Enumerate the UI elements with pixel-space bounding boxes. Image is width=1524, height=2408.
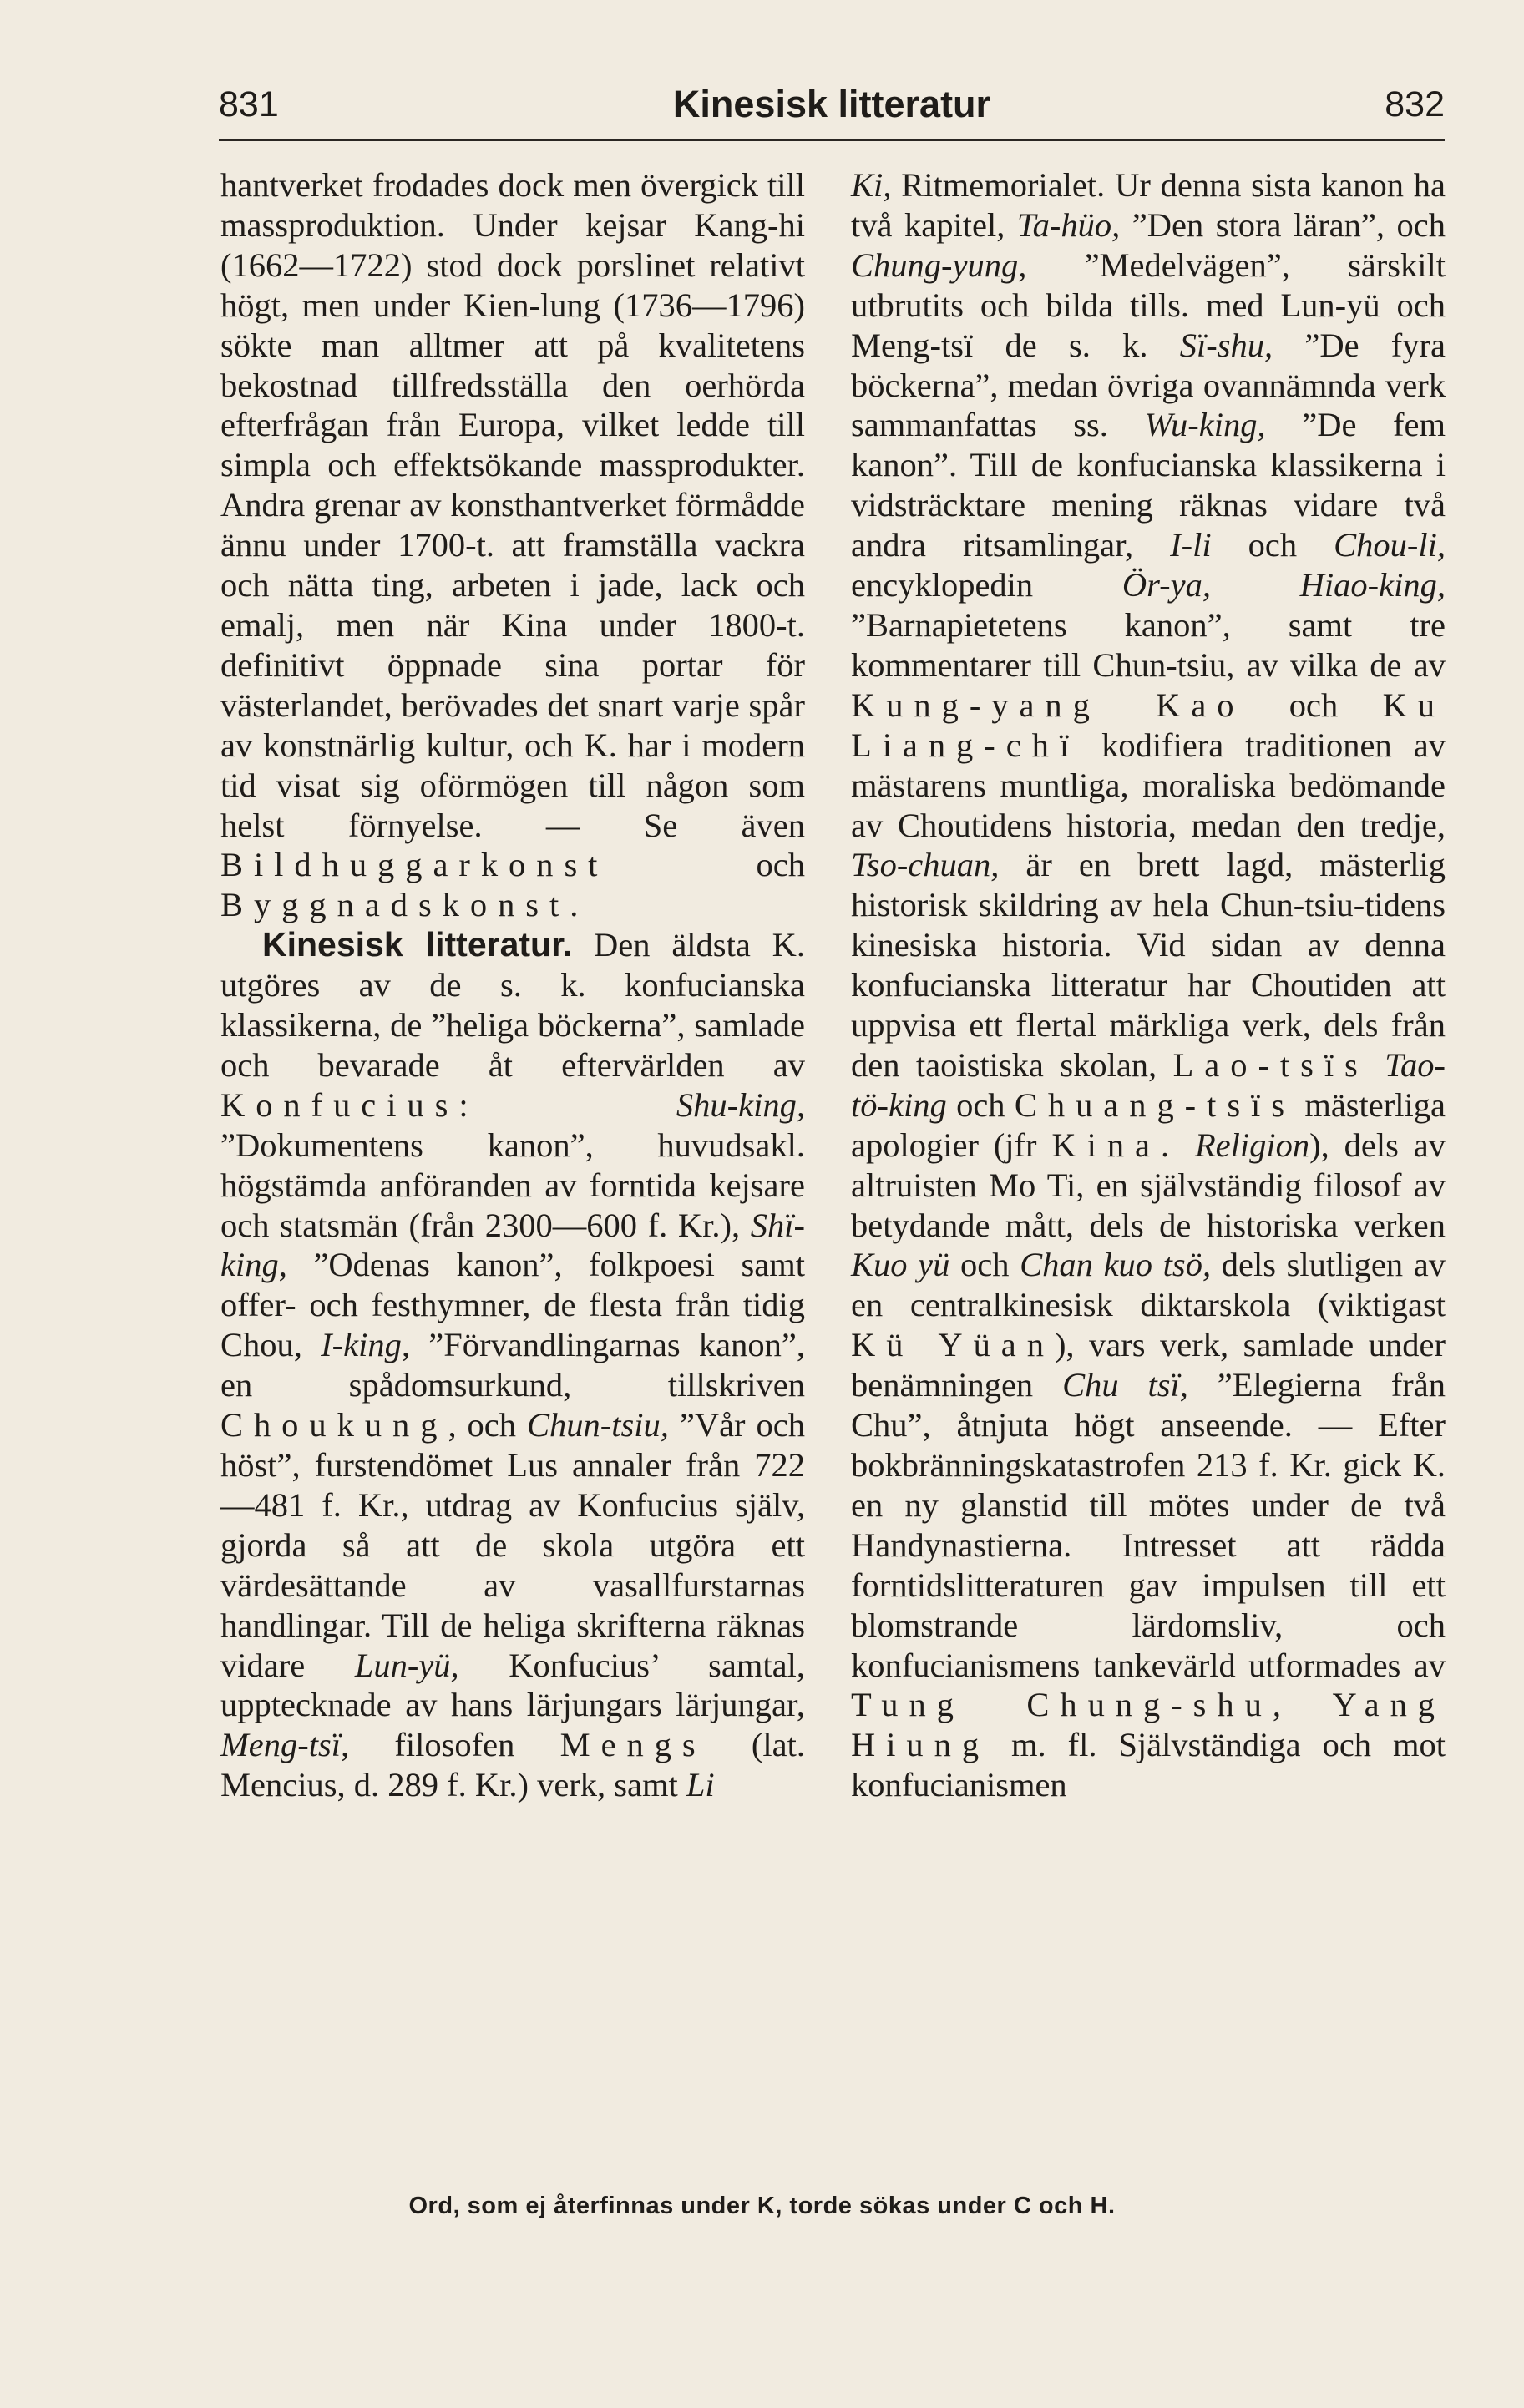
running-header bbox=[219, 77, 1445, 132]
italic-title: Li bbox=[686, 1766, 715, 1804]
spaced-name: Kü Yüan bbox=[851, 1326, 1055, 1364]
text: och bbox=[949, 1246, 1020, 1284]
text: ”De fem kanon”. Till de konfucianska klassikerna i vidsträcktare mening räknas vidare två andra ritsamlingar, bbox=[851, 406, 1446, 564]
text: hantverket frodades dock men övergick till massproduktion. Under kejsar Kang-hi (1662—1722) stod dock porslinet relativt högt, men under Kien-lung (1736—1796) sökte man alltmer att på kvalitetens bekostnad tillfredsställa den oerhörda efterfrågan från Europa, vilket ledde till simpla och effektsökande massprodukter. Andra grenar av konsthantverket förmådde ännu under 1700-t. att framställa vackra och nätta ting, arbeten i jade, lack och emalj, men när Kina under 1800-t. definitivt öppnade sina portar för västerlandet, berövades det snart varje spår av konstnärlig kultur, och K. har i modern tid visat sig oförmögen till någon som helst förnyelse. — Se även bbox=[220, 166, 805, 844]
text bbox=[1180, 1126, 1195, 1164]
italic-title: Lun-yü, bbox=[354, 1646, 459, 1684]
left-column bbox=[220, 165, 805, 1805]
text: : bbox=[458, 1085, 676, 1124]
text: ”Förvandlingarnas kanon”, en spådomsurkund, tillskriven bbox=[220, 1326, 805, 1404]
text: kodifiera traditionen av mästarens muntliga, moraliska bedömande av Choutidens historia, medan den tredje, bbox=[851, 726, 1446, 844]
text: ), vars verk, samlade under benämningen bbox=[851, 1326, 1446, 1404]
text: ”Medelvägen”, särskilt utbrutits och bilda tills. med Lun-yü och Meng-tsï de s. k. bbox=[851, 245, 1446, 364]
text: ”De fyra böckerna”, medan övriga ovannämnda verk sammanfattas ss. bbox=[851, 326, 1446, 444]
entry-headword: Kinesisk litteratur. bbox=[262, 925, 573, 964]
text: mästerliga apologier (jfr bbox=[851, 1085, 1446, 1164]
running-title: Kinesisk litteratur bbox=[672, 83, 991, 125]
text: dels slutligen av en centralkinesisk diktarskola (viktigast bbox=[851, 1246, 1446, 1324]
italic-title: Chung-yung, bbox=[851, 245, 1027, 284]
text: och bbox=[946, 1085, 1015, 1124]
right-column bbox=[851, 165, 1446, 1805]
italic-title: Sï-shu, bbox=[1179, 326, 1273, 364]
text: är en brett lagd, mästerlig historisk skildring av hela Chun-tsiu-tidens kinesiska historia. Vid sidan av denna konfucianska litteratur har Choutiden att uppvisa ett flertal märkliga verk, dels från den taoistiska skolan, bbox=[851, 846, 1446, 1084]
text: ”Dokumentens kanon”, huvudsakl. högstämda anföranden av forntida kejsare och statsmän (från 2300—600 f. Kr.), bbox=[220, 1126, 805, 1244]
text: ”Den stora läran”, och bbox=[1120, 205, 1446, 244]
cross-reference: Bildhuggarkonst bbox=[220, 846, 609, 884]
text: ”Odenas kanon”, folkpoesi samt offer- och festhymner, de flesta från tidig Chou, bbox=[220, 1246, 805, 1364]
italic-title: Chu tsï, bbox=[1062, 1366, 1188, 1404]
text: ), dels av altruisten Mo Ti, en självständig filosof av betydande mått, dels de historiska verken bbox=[851, 1126, 1446, 1244]
text bbox=[1369, 1046, 1385, 1084]
cross-reference: Byggnadskonst bbox=[220, 886, 570, 924]
italic-title: Wu-king, bbox=[1144, 406, 1266, 444]
spaced-name: Kung-yang Kao bbox=[851, 685, 1245, 724]
paragraph-kinesisk-litteratur bbox=[220, 925, 805, 1805]
spaced-name: Yang Hiung bbox=[851, 1686, 1446, 1764]
text: Den äldsta K. utgöres av de s. k. konfucianska klassikerna, de ”heliga böckerna”, samlade och bevarade åt eftervärlden av bbox=[220, 926, 805, 1084]
text: Konfucius’ samtal, upptecknade av hans lärjungars lärjungar, bbox=[220, 1646, 805, 1724]
italic-title: Chun-tsiu, bbox=[527, 1406, 669, 1444]
italic-title: Shu-king, bbox=[676, 1085, 805, 1124]
text: , och bbox=[448, 1406, 527, 1444]
italic-title: Ör-ya, bbox=[1121, 566, 1211, 605]
italic-title: Hiao-king, bbox=[1299, 566, 1446, 605]
italic-title: Kuo yü bbox=[851, 1246, 950, 1284]
header-rule bbox=[219, 139, 1445, 141]
spaced-name: Ku Liang-chï bbox=[851, 685, 1446, 764]
italic-title: Ki, bbox=[851, 166, 892, 204]
spaced-name: Kina. bbox=[1051, 1126, 1181, 1164]
italic-title: Tao-tö-king bbox=[851, 1045, 1446, 1124]
spaced-name: Chuang-tsïs bbox=[1014, 1085, 1295, 1124]
italic-title: Meng-tsï, bbox=[220, 1726, 350, 1764]
spaced-name: Konfucius bbox=[220, 1085, 459, 1124]
text: ”Vår och höst”, furstendömet Lus annaler från 722—481 f. Kr., utdrag av Konfucius själv, gjorda så att de skola utgöra ett värdesättande av vasallfurstarnas handlingar. Till de heliga skrifterna räknas vidare bbox=[220, 1406, 805, 1684]
paragraph-art-continuation bbox=[220, 165, 805, 925]
italic-title: I-li bbox=[1170, 526, 1212, 564]
text bbox=[1211, 566, 1300, 604]
text: . bbox=[570, 886, 579, 924]
text: och bbox=[608, 846, 805, 884]
text: , bbox=[1272, 1686, 1333, 1724]
text: (lat. Mencius, d. 289 f. Kr.) verk, samt bbox=[220, 1726, 806, 1804]
spaced-name: Choukung bbox=[220, 1406, 448, 1444]
paragraph-continuation bbox=[851, 165, 1446, 1805]
italic-title: Chou-li, bbox=[1334, 526, 1446, 564]
spaced-name: Lao-tsïs bbox=[1172, 1045, 1369, 1084]
page-number-left: 831 bbox=[219, 83, 279, 124]
text: encyklopedin bbox=[851, 566, 1122, 605]
text: och bbox=[1244, 685, 1383, 724]
text: ”Elegierna från Chu”, åtnjuta högt anseende. — Efter bokbränningskatastrofen 213 f. Kr. gick K. en ny glanstid till mötes under de två Handynastierna. Intresset att rädda forntidslitteraturen gav impulsen till ett blomstrande lärdomsliv, och konfucianismens tankevärld utformades av bbox=[851, 1366, 1446, 1684]
italic-title: I-king, bbox=[321, 1326, 410, 1364]
text: filosofen bbox=[349, 1726, 560, 1764]
text: och bbox=[1211, 526, 1334, 564]
text: Ritmemorialet. Ur denna sista kanon ha två kapitel, bbox=[851, 166, 1446, 244]
italic-title: Chan kuo tsö, bbox=[1020, 1246, 1212, 1284]
spaced-name: Mengs bbox=[559, 1726, 706, 1764]
text: m. fl. Självständiga och mot konfucianismen bbox=[851, 1726, 1446, 1804]
footer-note: Ord, som ej återfinnas under K, torde sökas under C och H. bbox=[408, 2193, 1116, 2219]
text: ”Barnapietetens kanon”, samt tre kommentarer till Chun-tsiu, av vilka de av bbox=[851, 605, 1446, 684]
italic-title: Religion bbox=[1194, 1126, 1310, 1164]
spaced-name: Tung Chung-shu bbox=[851, 1686, 1273, 1724]
page-number-right: 832 bbox=[1385, 83, 1445, 124]
italic-title: Shï-king, bbox=[220, 1206, 805, 1284]
italic-title: Ta-hüo, bbox=[1016, 205, 1121, 244]
italic-title: Tso-chuan, bbox=[851, 846, 1000, 884]
